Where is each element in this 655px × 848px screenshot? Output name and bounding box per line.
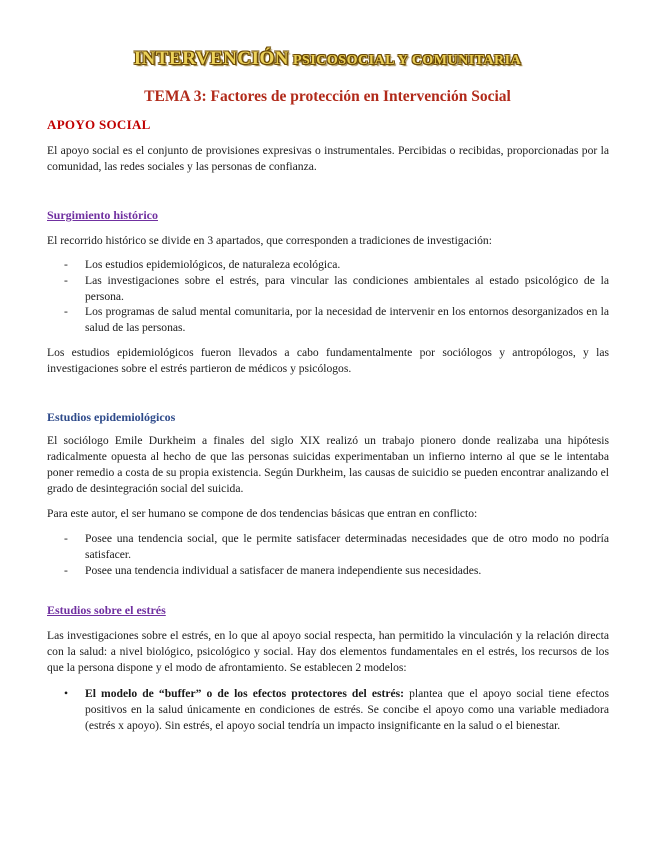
title-part-2: PSICOSOCIAL Y COMUNITARIA [289,53,522,68]
bullet-dash: - [64,564,68,577]
heading-surgimiento: Surgimiento histórico [47,208,158,222]
list-item [47,563,609,579]
bullet-dot: • [64,687,69,700]
list-item-text: Posee una tendencia social, que le permite satisfacer determinadas necesidades que de otro modo no podría satisfacer. [85,532,609,561]
document-title [0,48,655,72]
list-item-text: Posee una tendencia individual a satisfacer de manera independiente sus necesidades. [85,564,482,577]
model-description: plantea que el apoyo social tiene efectos positivos en la salud únicamente en condiciones de estrés. Se concibe el apoyo como una variable mediadora (estrés x apoyo). Sin estrés, el apoyo social tendría un impacto insignificante en la salud o el bienestar. [85,687,609,732]
list-item [47,304,609,336]
paragraph-apoyo-social: El apoyo social es el conjunto de provisiones expresivas o instrumentales. Percibidas o recibidas, proporcionadas por la comunidad, las redes sociales y las personas de confianza. [47,144,609,173]
list-item [47,257,609,273]
paragraph-surgimiento-outro: Los estudios epidemiológicos fueron llevados a cabo fundamentalmente por sociólogos y antropólogos, y las investigaciones sobre el estrés partieron de médicos y psicólogos. [47,346,609,375]
heading-apoyo-social: APOYO SOCIAL [47,117,151,132]
bullet-dash: - [64,532,68,545]
list-item [47,531,609,563]
paragraph-surgimiento-intro: El recorrido histórico se divide en 3 apartados, que corresponden a tradiciones de investigación: [47,234,492,247]
list-item-text [85,686,609,734]
bullet-dash: - [64,305,68,318]
list-item-buffer-model [47,686,609,734]
list-item-text: Los programas de salud mental comunitaria, por la necesidad de intervenir en los entornos desorganizados en la salud de las personas. [85,305,609,334]
paragraph-epidemio-intro: Para este autor, el ser humano se compone de dos tendencias básicas que entran en conflicto: [47,507,478,520]
paragraph-estres: Las investigaciones sobre el estrés, en lo que al apoyo social respecta, han permitido la vinculación y la relación directa con la salud: a nivel biológico, psicológico y social. Hay dos elementos fundamentales en el estrés, los recursos de los que la persona dispone y el modo de afrontamiento. Se establecen 2 modelos: [47,629,609,674]
list-item [47,273,609,305]
heading-epidemiologicos: Estudios epidemiológicos [47,410,176,424]
title-part-1: INTERVENCIÓN [133,48,289,69]
document-subtitle: TEMA 3: Factores de protección en Intervención Social [144,88,511,105]
paragraph-durkheim: El sociólogo Emile Durkheim a finales del siglo XIX realizó un trabajo pionero donde realizaba una hipótesis radicalmente opuesta al hecho de que las personas suicidas experimentaban un infierno interno al que se le intentaba poner remedio a costa de su propia existencia. Según Durkheim, las causas de suicidio se pueden encontrar analizando el grado de desintegración social del suicida. [47,434,609,495]
bullet-dash: - [64,258,68,271]
heading-estres: Estudios sobre el estrés [47,603,166,617]
list-item-text: Los estudios epidemiológicos, de naturaleza ecológica. [85,258,341,271]
model-name: El modelo de “buffer” o de los efectos protectores del estrés: [85,687,405,700]
list-item-text: Las investigaciones sobre el estrés, para vincular las condiciones ambientales al estado psicológico de la persona. [85,274,609,303]
bullet-dash: - [64,274,68,287]
